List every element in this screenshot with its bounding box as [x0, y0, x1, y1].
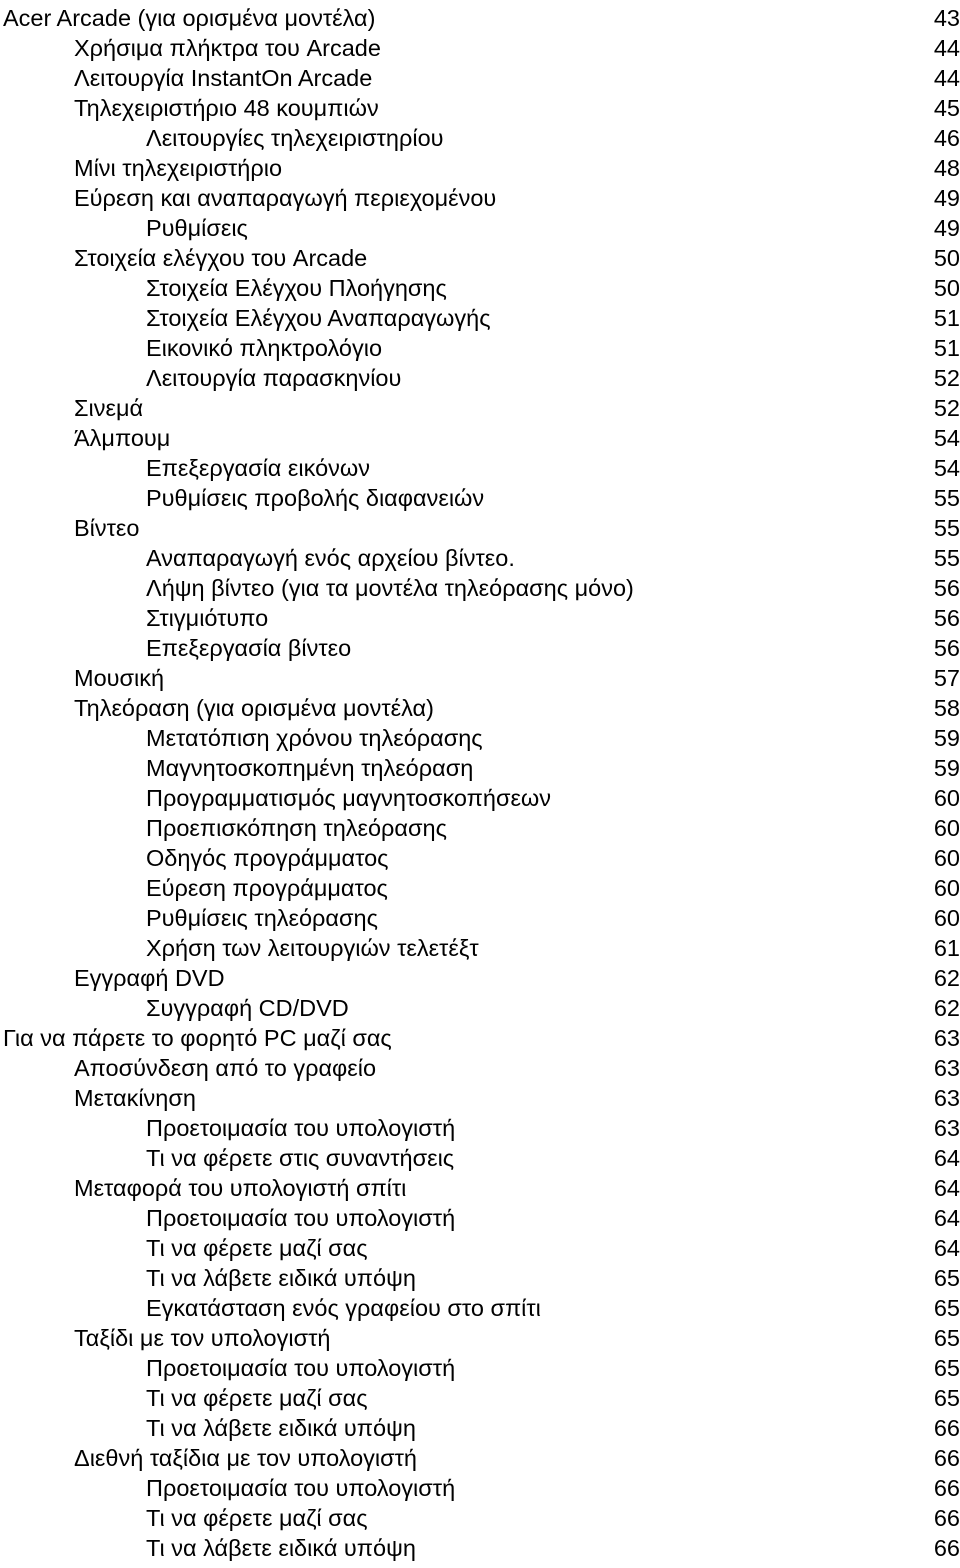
toc-entry [0, 393, 960, 423]
toc-entry [0, 933, 960, 963]
toc-entry-title: Τηλεχειριστήριο 48 κουμπιών [74, 95, 379, 121]
toc-entry [0, 303, 960, 333]
toc-entry-page-number: 51 [933, 335, 960, 361]
toc-entry-page-number: 45 [933, 95, 960, 121]
toc-entry-title: Τι να λάβετε ειδικά υπόψη [146, 1535, 416, 1561]
toc-entry-title: Τηλεόραση (για ορισμένα μοντέλα) [74, 695, 434, 721]
toc-entry [0, 573, 960, 603]
toc-entry-page-number: 60 [933, 785, 960, 811]
toc-entry-page-number: 51 [933, 305, 960, 331]
toc-entry [0, 543, 960, 573]
toc-entry-title: Προγραμματισμός μαγνητοσκοπήσεων [146, 785, 552, 811]
toc-entry [0, 1203, 960, 1233]
toc-entry-page-number: 49 [933, 185, 960, 211]
toc-entry-page-number: 62 [933, 965, 960, 991]
toc-entry-page-number: 66 [933, 1535, 960, 1561]
toc-entry-title: Ταξίδι με τον υπολογιστή [74, 1325, 331, 1351]
toc-entry-title: Λειτουργία InstantOn Arcade [74, 65, 373, 91]
toc-entry-title: Επεξεργασία βίντεο [146, 635, 352, 661]
toc-entry-page-number: 65 [933, 1265, 960, 1291]
toc-entry [0, 813, 960, 843]
toc-entry [0, 1053, 960, 1083]
toc-entry-title: Χρήση των λειτουργιών τελετέξτ [146, 935, 479, 961]
toc-entry [0, 1383, 960, 1413]
toc-entry [0, 183, 960, 213]
toc-entry-page-number: 63 [933, 1055, 960, 1081]
toc-entry-page-number: 64 [933, 1205, 960, 1231]
toc-entry-title: Για να πάρετε το φορητό PC μαζί σας [3, 1025, 392, 1051]
toc-entry-title: Άλμπουμ [74, 425, 171, 451]
toc-entry-title: Λήψη βίντεο (για τα μοντέλα τηλεόρασης μόνο) [146, 575, 634, 601]
toc-entry [0, 1233, 960, 1263]
toc-entry-page-number: 46 [933, 125, 960, 151]
toc-entry-title: Τι να λάβετε ειδικά υπόψη [146, 1265, 416, 1291]
toc-entry-page-number: 59 [933, 755, 960, 781]
toc-entry-title: Σινεμά [74, 395, 144, 421]
toc-entry [0, 753, 960, 783]
toc-entry [0, 693, 960, 723]
toc-entry-title: Τι να λάβετε ειδικά υπόψη [146, 1415, 416, 1441]
toc-entry-page-number: 54 [933, 425, 960, 451]
toc-entry [0, 603, 960, 633]
toc-entry-page-number: 60 [933, 845, 960, 871]
toc-entry-title: Τι να φέρετε μαζί σας [146, 1505, 368, 1531]
toc-entry [0, 633, 960, 663]
toc-entry-title: Αποσύνδεση από το γραφείο [74, 1055, 377, 1081]
toc-entry-page-number: 57 [933, 665, 960, 691]
toc-entry-title: Εγκατάσταση ενός γραφείου στο σπίτι [146, 1295, 541, 1321]
toc-entry-page-number: 56 [933, 635, 960, 661]
toc-entry-title: Οδηγός προγράμματος [146, 845, 389, 871]
toc-entry-title: Προετοιμασία του υπολογιστή [146, 1355, 456, 1381]
toc-entry [0, 33, 960, 63]
toc-entry-page-number: 64 [933, 1175, 960, 1201]
toc-entry [0, 273, 960, 303]
toc-entry-page-number: 66 [933, 1475, 960, 1501]
toc-entry-title: Επεξεργασία εικόνων [146, 455, 370, 481]
toc-entry-page-number: 50 [933, 245, 960, 271]
toc-entry-page-number: 60 [933, 875, 960, 901]
toc-entry-page-number: 61 [933, 935, 960, 961]
toc-entry-page-number: 48 [933, 155, 960, 181]
toc-entry [0, 1293, 960, 1323]
toc-entry [0, 783, 960, 813]
toc-entry [0, 1533, 960, 1563]
toc-entry-title: Acer Arcade (για ορισμένα μοντέλα) [3, 5, 376, 31]
toc-entry-page-number: 43 [933, 5, 960, 31]
toc-entry [0, 63, 960, 93]
toc-entry-title: Εύρεση προγράμματος [146, 875, 388, 901]
toc-entry [0, 963, 960, 993]
toc-entry-title: Βίντεο [74, 515, 140, 541]
toc-entry [0, 123, 960, 153]
toc-entry [0, 3, 960, 33]
toc-entry-page-number: 55 [933, 515, 960, 541]
toc-entry [0, 1443, 960, 1473]
toc-entry [0, 843, 960, 873]
toc-entry [0, 1173, 960, 1203]
toc-entry [0, 1503, 960, 1533]
toc-entry [0, 423, 960, 453]
toc-entry-title: Εγγραφή DVD [74, 965, 225, 991]
toc-entry [0, 453, 960, 483]
toc-entry-title: Χρήσιμα πλήκτρα του Arcade [74, 35, 381, 61]
toc-entry-title: Τι να φέρετε μαζί σας [146, 1235, 368, 1261]
toc-entry-page-number: 59 [933, 725, 960, 751]
toc-entry-title: Προετοιμασία του υπολογιστή [146, 1475, 456, 1501]
toc-entry [0, 723, 960, 753]
toc-entry [0, 993, 960, 1023]
toc-entry [0, 1323, 960, 1353]
toc-entry-page-number: 50 [933, 275, 960, 301]
toc-entry-title: Στιγμιότυπο [146, 605, 269, 631]
toc-entry-page-number: 66 [933, 1415, 960, 1441]
toc-entry-page-number: 63 [933, 1115, 960, 1141]
toc-entry-page-number: 60 [933, 815, 960, 841]
toc-entry [0, 1473, 960, 1503]
toc-entry-title: Στοιχεία ελέγχου του Arcade [74, 245, 368, 271]
toc-entry-title: Τι να φέρετε μαζί σας [146, 1385, 368, 1411]
toc-entry-title: Τι να φέρετε στις συναντήσεις [146, 1145, 455, 1171]
toc-entry-page-number: 65 [933, 1355, 960, 1381]
toc-entry-page-number: 66 [933, 1445, 960, 1471]
toc-entry-page-number: 52 [933, 365, 960, 391]
toc-entry [0, 663, 960, 693]
toc-entry [0, 1083, 960, 1113]
toc-entry [0, 363, 960, 393]
toc-entry-title: Μουσική [74, 665, 165, 691]
toc-entry [0, 1023, 960, 1053]
toc-entry-page-number: 63 [933, 1085, 960, 1111]
toc-entry-page-number: 62 [933, 995, 960, 1021]
toc-entry [0, 333, 960, 363]
toc-entry-title: Προετοιμασία του υπολογιστή [146, 1115, 456, 1141]
toc-entry-title: Εικονικό πληκτρολόγιο [146, 335, 383, 361]
toc-entry-page-number: 65 [933, 1385, 960, 1411]
toc-entry-page-number: 60 [933, 905, 960, 931]
toc-entry-page-number: 66 [933, 1505, 960, 1531]
toc-entry-page-number: 65 [933, 1325, 960, 1351]
toc-entry [0, 153, 960, 183]
toc-entry-title: Διεθνή ταξίδια με τον υπολογιστή [74, 1445, 417, 1471]
toc-entry [0, 483, 960, 513]
toc-entry-title: Στοιχεία Ελέγχου Πλοήγησης [146, 275, 447, 301]
toc-entry-page-number: 52 [933, 395, 960, 421]
toc-entry-title: Λειτουργίες τηλεχειριστηρίου [146, 125, 444, 151]
toc-entry [0, 513, 960, 543]
toc-entry-title: Ρυθμίσεις προβολής διαφανειών [146, 485, 485, 511]
toc-entry-title: Αναπαραγωγή ενός αρχείου βίντεο. [146, 545, 515, 571]
toc-entry-title: Μαγνητοσκοπημένη τηλεόραση [146, 755, 474, 781]
toc-entry-page-number: 44 [933, 65, 960, 91]
toc-entry-title: Μεταφορά του υπολογιστή σπίτι [74, 1175, 407, 1201]
toc-entry-title: Λειτουργία παρασκηνίου [146, 365, 402, 391]
toc-entry [0, 903, 960, 933]
toc-entry-title: Μετατόπιση χρόνου τηλεόρασης [146, 725, 483, 751]
toc-entry-title: Εύρεση και αναπαραγωγή περιεχομένου [74, 185, 497, 211]
toc-entry-title: Μετακίνηση [74, 1085, 196, 1111]
toc-entry [0, 873, 960, 903]
toc-entry-page-number: 44 [933, 35, 960, 61]
toc-entry-page-number: 64 [933, 1235, 960, 1261]
toc-entry-title: Μίνι τηλεχειριστήριο [74, 155, 283, 181]
toc-entry-title: Προετοιμασία του υπολογιστή [146, 1205, 456, 1231]
toc-entry-page-number: 64 [933, 1145, 960, 1171]
toc-entry-page-number: 56 [933, 575, 960, 601]
toc-entry-title: Ρυθμίσεις τηλεόρασης [146, 905, 378, 931]
toc-entry-title: Ρυθμίσεις [146, 215, 248, 241]
toc-entry-page-number: 58 [933, 695, 960, 721]
toc-entry [0, 243, 960, 273]
toc-entry-page-number: 63 [933, 1025, 960, 1051]
toc-entry [0, 1113, 960, 1143]
toc-entry [0, 213, 960, 243]
toc-entry [0, 1353, 960, 1383]
toc-entry-page-number: 55 [933, 545, 960, 571]
table-of-contents [0, 3, 960, 1563]
toc-entry [0, 93, 960, 123]
toc-entry-page-number: 65 [933, 1295, 960, 1321]
toc-entry [0, 1143, 960, 1173]
toc-entry [0, 1413, 960, 1443]
toc-entry-title: Συγγραφή CD/DVD [146, 995, 349, 1021]
toc-entry-page-number: 56 [933, 605, 960, 631]
toc-entry-title: Προεπισκόπηση τηλεόρασης [146, 815, 447, 841]
toc-entry-page-number: 54 [933, 455, 960, 481]
toc-entry [0, 1263, 960, 1293]
toc-entry-page-number: 49 [933, 215, 960, 241]
toc-entry-title: Στοιχεία Ελέγχου Αναπαραγωγής [146, 305, 491, 331]
toc-entry-page-number: 55 [933, 485, 960, 511]
